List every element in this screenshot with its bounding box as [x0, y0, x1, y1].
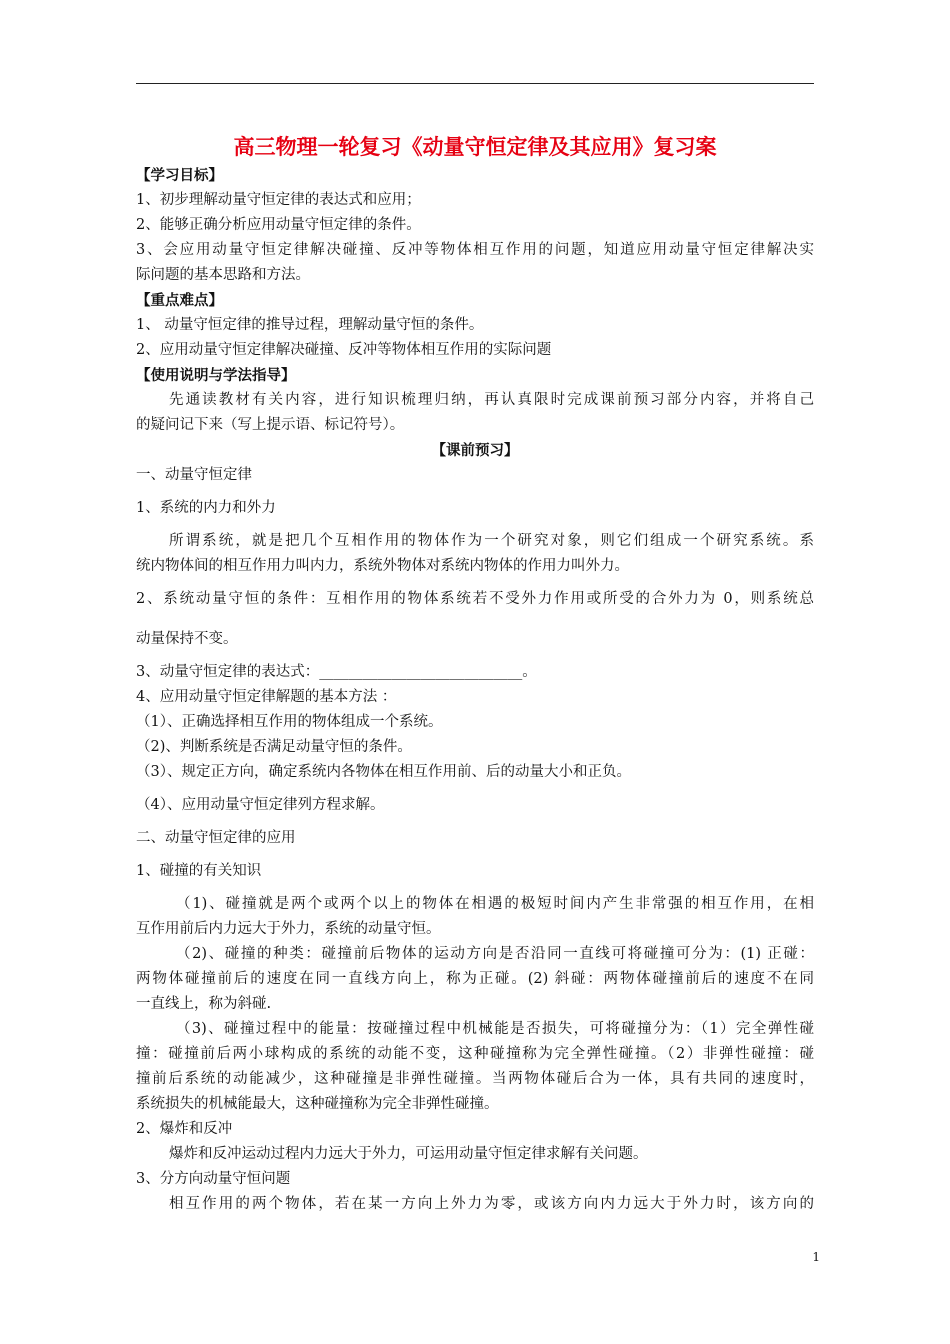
subsection-heading: 2、爆炸和反冲: [136, 1121, 233, 1137]
key-point-item: 1、 动量守恒定律的推导过程，理解动量守恒的条件。: [136, 317, 484, 333]
paragraph-line: 撞：碰撞前后两小球构成的系统的动能不变，这种碰撞称为完全弹性碰撞。（2）非弹性碰撞：碰: [136, 1046, 814, 1062]
subsection-heading: 3、分方向动量守恒问题: [136, 1171, 291, 1187]
paragraph-line: 统内物体间的相互作用力叫内力，系统外物体对系统内物体的作用力叫外力。: [136, 558, 629, 574]
list-item: （3）、规定正方向，确定系统内各物体在相互作用前、后的动量大小和正负。: [136, 764, 631, 780]
goal-item: 2、能够正确分析应用动量守恒定律的条件。: [136, 217, 421, 233]
paragraph-line: 2、系统动量守恒的条件：互相作用的物体系统若不受外力作用或所受的合外力为 0，则系统总: [136, 591, 814, 607]
paragraph-line: 系统损失的机械能最大，这种碰撞称为完全非弹性碰撞。: [136, 1096, 499, 1112]
paragraph-line: 一直线上，称为斜碰.: [136, 996, 272, 1012]
preview-heading: 【课前预习】: [431, 442, 519, 459]
paragraph-line: 4、应用动量守恒定律解题的基本方法 ：: [136, 689, 397, 705]
subsection-heading: 1、碰撞的有关知识: [136, 863, 262, 879]
section-heading: 一、动量守恒定律: [136, 467, 252, 483]
instructions-text: 的疑问记下来（写上提示语、标记符号）。: [136, 417, 405, 433]
instructions-text: 先通读教材有关内容，进行知识梳理归纳，再认真限时完成课前预习部分内容，并将自己: [169, 392, 814, 408]
list-item: （2)、判断系统是否满足动量守恒的条件。: [136, 739, 412, 755]
goal-item: 际问题的基本思路和方法。: [136, 267, 310, 283]
goals-heading: 【学习目标】: [136, 167, 223, 184]
paragraph-line: （2)、碰撞的种类：碰撞前后物体的运动方向是否沿同一直线可将碰撞可分为：(1) 正碰：: [176, 946, 814, 962]
instructions-heading: 【使用说明与学法指导】: [136, 367, 296, 384]
page-number: 1: [812, 1250, 820, 1264]
paragraph-line: 动量保持不变。: [136, 631, 238, 647]
paragraph-line: 爆炸和反冲运动过程内力远大于外力，可运用动量守恒定律求解有关问题。: [169, 1146, 648, 1162]
paragraph-line: 互作用前后内力远大于外力，系统的动量守恒。: [136, 921, 441, 937]
subsection-heading: 1、系统的内力和外力: [136, 500, 276, 516]
key-points-heading: 【重点难点】: [136, 292, 223, 309]
paragraph-line: （3)、碰撞过程中的能量：按碰撞过程中机械能是否损失，可将碰撞分为：（1）完全弹性碰: [176, 1021, 814, 1037]
paragraph-line: 两物体碰撞前后的速度在同一直线方向上，称为正碰。(2) 斜碰：两物体碰撞前后的速度不在同: [136, 971, 814, 987]
paragraph-line: 撞前后系统的动能减少，这种碰撞是非弹性碰撞。当两物体碰后合为一体，具有共同的速度时，: [136, 1071, 814, 1087]
goal-item: 1、初步理解动量守恒定律的表达式和应用；: [136, 192, 421, 208]
fill-in-blank: 3、动量守恒定律的表达式：____________________________。: [136, 664, 537, 680]
list-item: （4）、应用动量守恒定律列方程求解。: [136, 797, 385, 813]
section-heading: 二、动量守恒定律的应用: [136, 830, 296, 846]
list-item: （1）、正确选择相互作用的物体组成一个系统。: [136, 714, 443, 730]
document-body: [136, 131, 814, 1217]
document-title: 高三物理一轮复习《动量守恒定律及其应用》复习案: [233, 134, 717, 159]
paragraph-line: （1)、碰撞就是两个或两个以上的物体在相遇的极短时间内产生非常强的相互作用，在相: [176, 896, 814, 912]
header-rule: [136, 83, 814, 84]
key-point-item: 2、应用动量守恒定律解决碰撞、反冲等物体相互作用的实际问题: [136, 342, 552, 358]
paragraph-line: 相互作用的两个物体，若在某一方向上外力为零，或该方向内力远大于外力时，该方向的: [169, 1196, 814, 1212]
paragraph-line: 所谓系统，就是把几个互相作用的物体作为一个研究对象，则它们组成一个研究系统。系: [169, 533, 814, 549]
goal-item: 3、会应用动量守恒定律解决碰撞、反冲等物体相互作用的问题，知道应用动量守恒定律解决实: [136, 242, 814, 258]
